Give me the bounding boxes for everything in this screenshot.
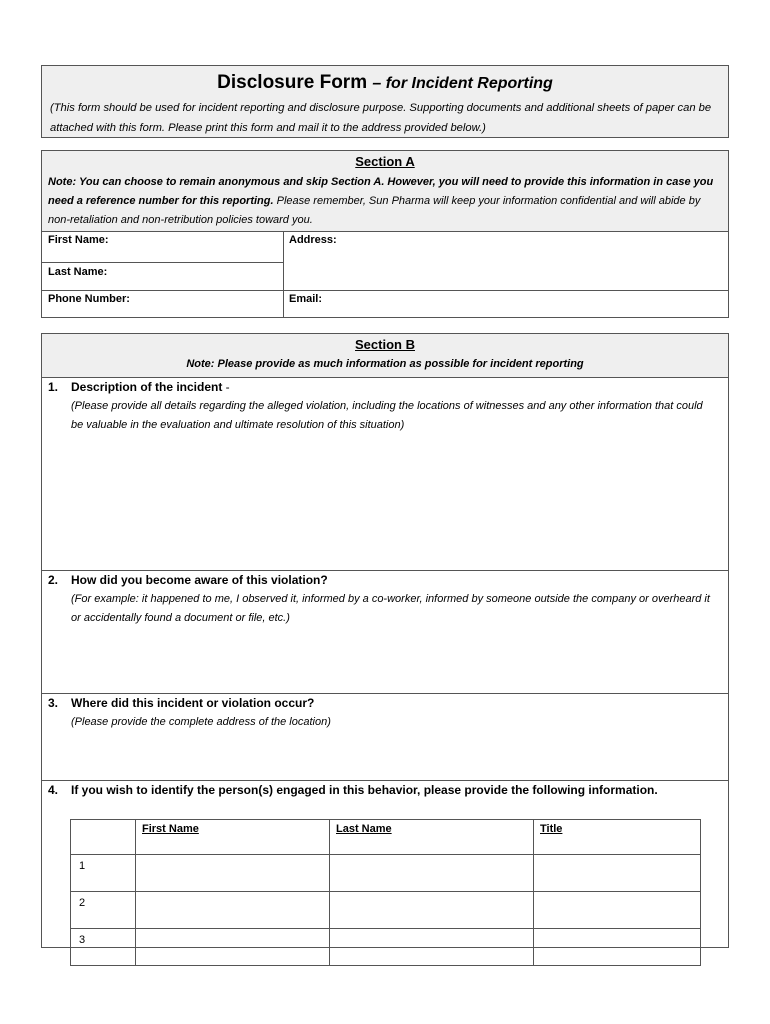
title-cell[interactable] — [534, 892, 701, 929]
table-row — [71, 929, 701, 966]
phone-number-field[interactable]: Phone Number: — [48, 293, 130, 305]
table-header-row — [71, 820, 701, 855]
row-number: 2 — [71, 892, 136, 929]
question-3-answer-area[interactable] — [42, 734, 728, 780]
first-name-cell[interactable] — [136, 892, 330, 929]
form-header — [41, 65, 729, 138]
title-cell[interactable] — [534, 929, 701, 966]
last-name-cell[interactable] — [330, 855, 534, 892]
last-name-cell[interactable] — [330, 929, 534, 966]
question-1-answer-area[interactable] — [42, 438, 728, 570]
table-header-last-name: Last Name — [330, 820, 534, 855]
form-intro: (This form should be used for incident reporting and disclosure purpose. Supporting documents and additional sheets of paper can be attached with this form. Please print this form and mail it to the address provided below.) — [50, 102, 712, 134]
question-3-help: (Please provide the complete address of the location) — [71, 716, 331, 728]
last-name-field[interactable]: Last Name: — [48, 266, 108, 278]
section-a-note-bold: Note: You can choose to remain anonymous and skip Section A. However, you will need to provide this information in case you need a reference number for this reporting. — [48, 176, 714, 207]
section-a-heading: Section A — [355, 154, 415, 169]
form-title — [42, 72, 728, 94]
question-1-text: Description of the incident — [71, 380, 223, 394]
table-row — [71, 892, 701, 929]
question-4-number: 4. — [48, 783, 59, 797]
persons-table — [70, 819, 701, 966]
form-title-sub: – for Incident Reporting — [372, 75, 553, 92]
table-header-cell — [71, 820, 136, 855]
table-header-first-name: First Name — [136, 820, 330, 855]
section-a-note-rest: Please remember, Sun Pharma will keep your information confidential and will abide by non-retaliation and non-retribution policies toward you. — [48, 195, 701, 226]
section-b-note: Note: Please provide as much information as possible for incident reporting — [186, 358, 584, 370]
question-2-text: How did you become aware of this violation? — [71, 573, 328, 587]
question-1-help: (Please provide all details regarding the alleged violation, including the locations of witnesses and any other information that could be valuable in the evaluation and ultimate resolution of this situation) — [71, 400, 703, 431]
last-name-cell[interactable] — [330, 892, 534, 929]
first-name-field[interactable]: First Name: — [48, 234, 109, 246]
question-1-suffix: - — [222, 380, 230, 394]
first-name-cell[interactable] — [136, 855, 330, 892]
question-1-number: 1. — [48, 380, 59, 394]
question-2-number: 2. — [48, 573, 59, 587]
address-field[interactable]: Address: — [289, 234, 337, 246]
section-a-note — [48, 173, 718, 230]
question-4-text: If you wish to identify the person(s) engaged in this behavior, please provide the following information. — [71, 783, 658, 797]
first-name-cell[interactable] — [136, 929, 330, 966]
question-3-number: 3. — [48, 696, 59, 710]
row-number: 3 — [71, 929, 136, 966]
table-header-title: Title — [534, 820, 701, 855]
table-row — [71, 855, 701, 892]
question-2-answer-area[interactable] — [42, 629, 728, 693]
title-cell[interactable] — [534, 855, 701, 892]
section-b-heading: Section B — [355, 337, 415, 352]
email-field[interactable]: Email: — [289, 293, 323, 305]
question-3-text: Where did this incident or violation occur? — [71, 696, 315, 710]
section-a — [41, 150, 729, 318]
question-2-help: (For example: it happened to me, I observed it, informed by a co-worker, informed by someone outside the company or overheard it or accidentally found a document or file, etc.) — [71, 593, 710, 624]
row-number: 1 — [71, 855, 136, 892]
form-title-main: Disclosure Form — [217, 72, 368, 93]
